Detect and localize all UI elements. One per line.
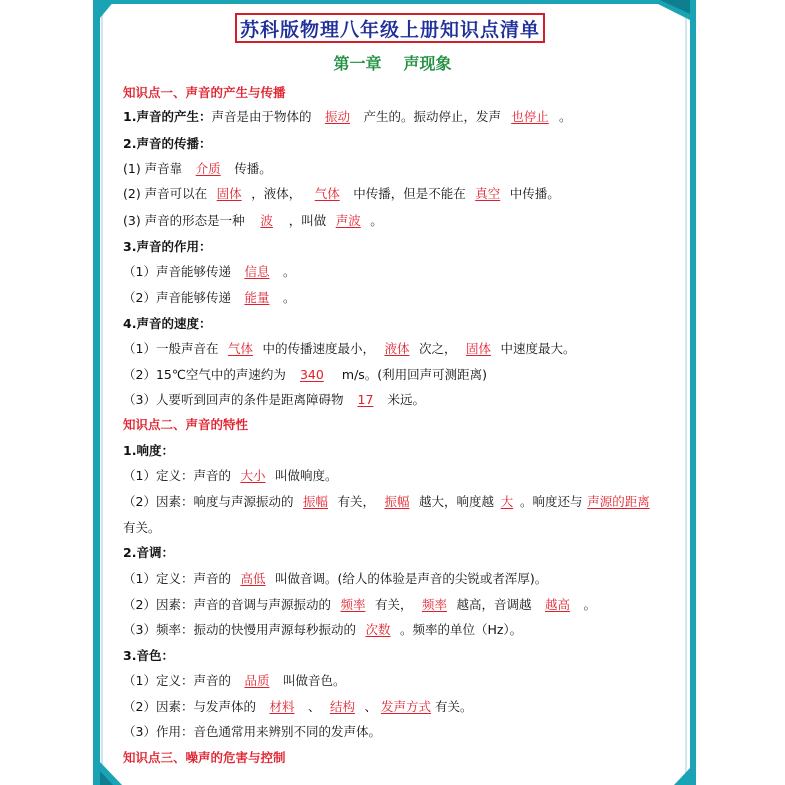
answer-blank: 液体 bbox=[384, 341, 410, 356]
item-heading-timbre: 3.音色： bbox=[123, 648, 174, 663]
item-text: 。 bbox=[370, 213, 383, 228]
item-speed-2 bbox=[123, 366, 487, 384]
answer-blank: 振动 bbox=[324, 109, 350, 124]
item-text: 叫做音色。 bbox=[282, 673, 346, 688]
item-text: (3) 声音的形态是一种 bbox=[123, 213, 245, 228]
item-text: m/s。(利用回声可测距离) bbox=[341, 367, 488, 382]
item-text: （2）因素：响度与声源振动的 bbox=[123, 494, 294, 509]
item-text: 。 bbox=[583, 597, 597, 612]
answer-blank: 振幅 bbox=[384, 494, 410, 509]
answer-blank: 声波 bbox=[335, 213, 361, 228]
item-timbre-3: （3）作用：音色通常用来辨别不同的发声体。 bbox=[123, 724, 381, 739]
item-text: 、 bbox=[307, 699, 321, 714]
frame-left-inner-line bbox=[101, 0, 103, 785]
item-text: 米远。 bbox=[387, 392, 425, 407]
item-text: （2）声音能够传递 bbox=[123, 290, 231, 305]
item-pitch-2 bbox=[123, 596, 596, 614]
item-text: 、 bbox=[364, 699, 377, 714]
item-text: 叫做响度。 bbox=[274, 468, 338, 483]
answer-blank: 频率 bbox=[340, 597, 366, 612]
section-heading-2: 知识点二、声音的特性 bbox=[123, 417, 249, 432]
answer-blank: 发声方式 bbox=[380, 699, 431, 714]
item-sound-production bbox=[123, 108, 572, 126]
item-text: 中的传播速度最小， bbox=[262, 341, 375, 356]
item-heading-pitch: 2.音调： bbox=[123, 545, 174, 560]
item-propagation-3 bbox=[123, 212, 383, 230]
answer-blank: 固体 bbox=[465, 341, 491, 356]
bottom-left-corner-triangle bbox=[100, 762, 122, 785]
item-usage-1 bbox=[123, 263, 295, 281]
frame-left-border bbox=[93, 0, 100, 785]
item-text: 传播。 bbox=[234, 161, 272, 176]
item-heading-sound-propagation: 2.声音的传播： bbox=[123, 136, 212, 151]
item-text: 。频率的单位（Hz）。 bbox=[399, 622, 523, 637]
item-text: （1）定义：声音的 bbox=[123, 468, 231, 483]
item-speed-3 bbox=[123, 391, 425, 409]
item-text: （2）15℃空气中的声速约为 bbox=[123, 367, 286, 382]
item-timbre-2 bbox=[123, 698, 473, 716]
answer-blank: 高低 bbox=[240, 571, 266, 586]
item-text: ，叫做 bbox=[288, 213, 327, 228]
item-text: 有关， bbox=[337, 494, 375, 509]
chapter-name: 声现象 bbox=[403, 54, 452, 73]
frame-right-border bbox=[690, 0, 696, 785]
answer-blank: 声源的距离 bbox=[587, 494, 650, 509]
item-text: (2) 声音可以在 bbox=[123, 186, 208, 201]
answer-blank: 能量 bbox=[244, 290, 270, 305]
item-text: 中速度最大。 bbox=[500, 341, 576, 356]
item-heading: 1.声音的产生： bbox=[123, 109, 212, 124]
item-text: 。 bbox=[558, 109, 572, 124]
item-text: ，液体， bbox=[251, 186, 302, 201]
bottom-right-corner-triangle bbox=[674, 768, 690, 785]
document-title-box bbox=[235, 13, 545, 43]
item-text: （1）定义：声音的 bbox=[123, 673, 231, 688]
item-heading-sound-speed: 4.声音的速度： bbox=[123, 316, 212, 331]
item-text: 。 bbox=[282, 290, 296, 305]
answer-blank: 真空 bbox=[475, 186, 501, 201]
section-heading-3: 知识点三、噪声的危害与控制 bbox=[123, 750, 286, 765]
answer-blank: 品质 bbox=[244, 673, 270, 688]
answer-blank: 气体 bbox=[314, 186, 340, 201]
item-heading-loudness: 1.响度： bbox=[123, 443, 174, 458]
item-text: 越大，响度越 bbox=[418, 494, 494, 509]
item-text: （2）因素：与发声体的 bbox=[123, 699, 256, 714]
chapter-heading bbox=[0, 51, 785, 74]
item-usage-2 bbox=[123, 289, 295, 307]
answer-blank: 17 bbox=[357, 392, 374, 407]
answer-blank: 越高 bbox=[544, 597, 570, 612]
item-text: 声音是由于物体的 bbox=[211, 109, 312, 124]
item-text: （2）因素：声音的音调与声源振动的 bbox=[123, 597, 331, 612]
item-text: 越高，音调越 bbox=[456, 597, 532, 612]
answer-blank: 大 bbox=[500, 494, 514, 509]
answer-blank: 340 bbox=[299, 367, 324, 382]
item-text: 次之， bbox=[418, 341, 457, 356]
item-text: 中传播，但是不能在 bbox=[353, 186, 466, 201]
section-heading-1: 知识点一、声音的产生与传播 bbox=[123, 85, 286, 100]
item-text: (1) 声音靠 bbox=[123, 161, 183, 176]
item-text: （3）人要听到回声的条件是距离障碍物 bbox=[123, 392, 344, 407]
item-propagation-1 bbox=[123, 160, 272, 178]
frame-top-border bbox=[100, 0, 686, 4]
answer-blank: 介质 bbox=[195, 161, 221, 176]
item-text: （1）声音能够传递 bbox=[123, 264, 231, 279]
item-loudness-2-continued: 有关。 bbox=[123, 520, 161, 535]
item-text: （1）定义：声音的 bbox=[123, 571, 231, 586]
item-speed-1 bbox=[123, 340, 576, 358]
answer-blank: 结构 bbox=[329, 699, 355, 714]
item-text: 叫做音调。(给人的体验是声音的尖锐或者浑厚)。 bbox=[274, 571, 548, 586]
answer-blank: 次数 bbox=[365, 622, 391, 637]
item-propagation-2 bbox=[123, 185, 560, 203]
item-text: 。 bbox=[282, 264, 296, 279]
item-pitch-1 bbox=[123, 570, 547, 588]
chapter-number: 第一章 bbox=[333, 54, 382, 73]
item-text: （3）频率：振动的快慢用声源每秒振动的 bbox=[123, 622, 356, 637]
item-text: 有关， bbox=[374, 597, 413, 612]
item-heading-sound-usage: 3.声音的作用： bbox=[123, 239, 212, 254]
document-title: 苏科版物理八年级上册知识点清单 bbox=[239, 18, 540, 41]
item-timbre-1 bbox=[123, 672, 345, 690]
answer-blank: 固体 bbox=[216, 186, 242, 201]
answer-blank: 材料 bbox=[269, 699, 295, 714]
item-text: 产生的。振动停止，发声 bbox=[363, 109, 501, 124]
item-text: 中传播。 bbox=[509, 186, 560, 201]
item-text: 有关。 bbox=[435, 699, 473, 714]
item-pitch-3 bbox=[123, 621, 522, 639]
answer-blank: 也停止 bbox=[511, 109, 549, 124]
item-text: （1）一般声音在 bbox=[123, 341, 219, 356]
answer-blank: 波 bbox=[260, 213, 273, 228]
item-text: 。响度还与 bbox=[520, 494, 583, 509]
answer-blank: 信息 bbox=[244, 264, 270, 279]
frame-right-inner-line bbox=[685, 0, 687, 785]
answer-blank: 振幅 bbox=[302, 494, 328, 509]
answer-blank: 大小 bbox=[240, 468, 266, 483]
item-loudness-1 bbox=[123, 467, 337, 485]
answer-blank: 气体 bbox=[227, 341, 253, 356]
answer-blank: 频率 bbox=[421, 597, 447, 612]
item-loudness-2 bbox=[123, 493, 655, 511]
